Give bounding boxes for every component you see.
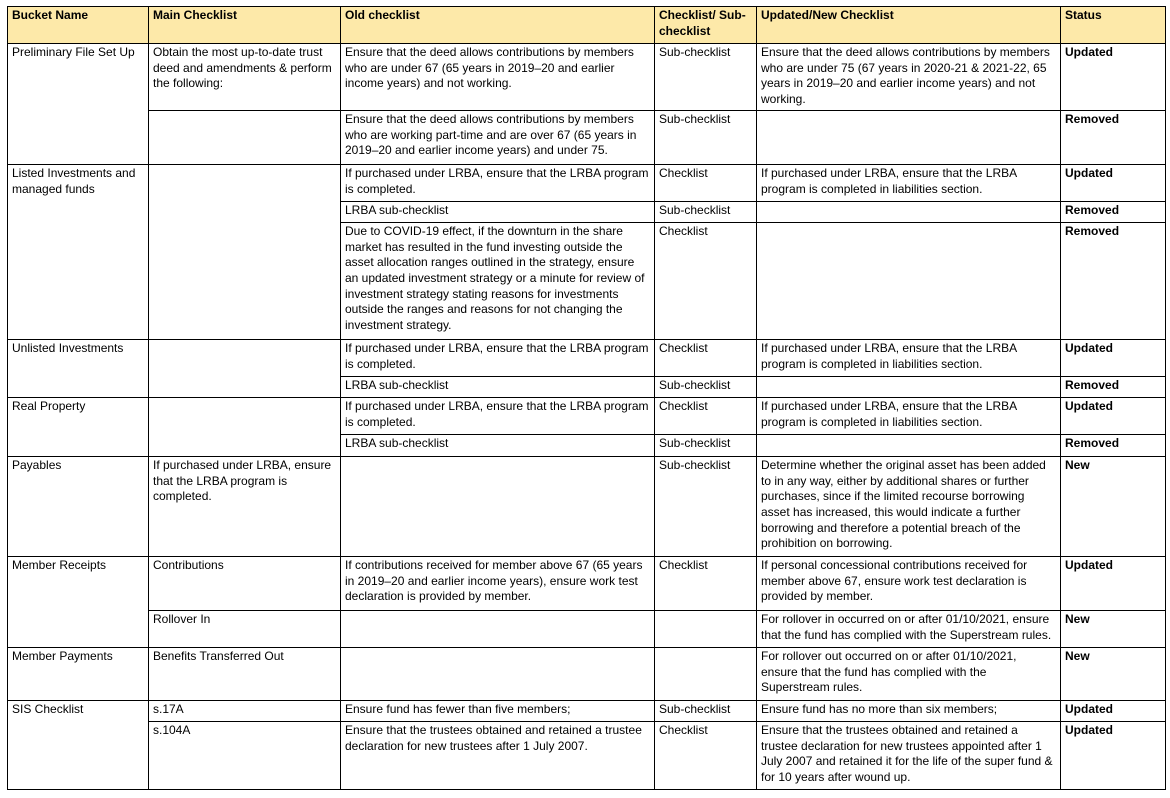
checklist-type-cell: Checklist xyxy=(655,339,757,376)
main-checklist-cell: If purchased under LRBA, ensure that the LRBA program is completed. xyxy=(149,456,341,556)
header-old-checklist: Old checklist xyxy=(341,7,655,44)
status-badge: Updated xyxy=(1061,339,1166,376)
status-badge: Removed xyxy=(1061,434,1166,456)
updated-checklist-cell: If purchased under LRBA, ensure that the LRBA program is completed in liabilities section. xyxy=(757,339,1061,376)
status-badge: Updated xyxy=(1061,700,1166,721)
header-row xyxy=(8,7,1166,44)
old-checklist-cell: If purchased under LRBA, ensure that the LRBA program is completed. xyxy=(341,397,655,434)
bucket-cell: Member Payments xyxy=(8,647,149,700)
old-checklist-cell: LRBA sub-checklist xyxy=(341,201,655,222)
main-checklist-cell: Benefits Transferred Out xyxy=(149,647,341,700)
old-checklist-cell: Ensure that the deed allows contributions by members who are under 67 (65 years in 2019–20 and earlier income years) and not working. xyxy=(341,44,655,111)
status-badge: Updated xyxy=(1061,164,1166,201)
table-row xyxy=(8,339,1166,376)
updated-checklist-cell xyxy=(757,201,1061,222)
table-row xyxy=(8,44,1166,111)
status-badge: Removed xyxy=(1061,222,1166,339)
header-status: Status xyxy=(1061,7,1166,44)
main-checklist-cell xyxy=(149,110,341,164)
updated-checklist-cell: If purchased under LRBA, ensure that the LRBA program is completed in liabilities section. xyxy=(757,164,1061,201)
old-checklist-cell: If purchased under LRBA, ensure that the LRBA program is completed. xyxy=(341,164,655,201)
status-badge: Updated xyxy=(1061,397,1166,434)
status-badge: Updated xyxy=(1061,556,1166,610)
old-checklist-cell xyxy=(341,610,655,647)
header-updated-checklist: Updated/New Checklist xyxy=(757,7,1061,44)
updated-checklist-cell: If purchased under LRBA, ensure that the LRBA program is completed in liabilities section. xyxy=(757,397,1061,434)
main-checklist-cell xyxy=(149,339,341,397)
bucket-cell: Member Receipts xyxy=(8,556,149,647)
old-checklist-cell: If purchased under LRBA, ensure that the LRBA program is completed. xyxy=(341,339,655,376)
updated-checklist-cell: Ensure that the deed allows contributions by members who are under 75 (67 years in 2020-21 & 2021-22, 65 years in 2019–20 and earlier income years) and not working. xyxy=(757,44,1061,111)
checklist-type-cell: Sub-checklist xyxy=(655,376,757,397)
checklist-type-cell: Sub-checklist xyxy=(655,44,757,111)
main-checklist-cell: s.17A xyxy=(149,700,341,721)
checklist-type-cell xyxy=(655,610,757,647)
bucket-cell: Payables xyxy=(8,456,149,556)
main-checklist-cell: Rollover In xyxy=(149,610,341,647)
table-row xyxy=(8,110,1166,164)
checklist-type-cell: Checklist xyxy=(655,721,757,789)
old-checklist-cell xyxy=(341,647,655,700)
header-main-checklist: Main Checklist xyxy=(149,7,341,44)
header-bucket-name: Bucket Name xyxy=(8,7,149,44)
old-checklist-cell: LRBA sub-checklist xyxy=(341,434,655,456)
updated-checklist-cell: For rollover out occurred on or after 01/10/2021, ensure that the fund has complied with the Superstream rules. xyxy=(757,647,1061,700)
old-checklist-cell: Ensure fund has fewer than five members; xyxy=(341,700,655,721)
checklist-type-cell: Sub-checklist xyxy=(655,201,757,222)
old-checklist-cell: Ensure that the trustees obtained and retained a trustee declaration for new trustees after 1 July 2007. xyxy=(341,721,655,789)
checklist-table xyxy=(7,6,1166,790)
table-row xyxy=(8,647,1166,700)
main-checklist-cell: Obtain the most up-to-date trust deed and amendments & perform the following: xyxy=(149,44,341,111)
main-checklist-cell xyxy=(149,164,341,339)
status-badge: New xyxy=(1061,456,1166,556)
main-checklist-cell: Contributions xyxy=(149,556,341,610)
updated-checklist-cell xyxy=(757,110,1061,164)
bucket-cell: Unlisted Investments xyxy=(8,339,149,397)
status-badge: Updated xyxy=(1061,44,1166,111)
header-checklist-type: Checklist/ Sub-checklist xyxy=(655,7,757,44)
updated-checklist-cell: Ensure fund has no more than six members; xyxy=(757,700,1061,721)
bucket-cell: Real Property xyxy=(8,397,149,456)
old-checklist-cell xyxy=(341,456,655,556)
checklist-type-cell: Sub-checklist xyxy=(655,456,757,556)
old-checklist-cell: Due to COVID-19 effect, if the downturn in the share market has resulted in the fund investing outside the asset allocation ranges outlined in the strategy, ensure an updated investment strategy or a minute for review of investment strategy stating reasons for investments outside the ranges and reasons for not changing the investment strategy. xyxy=(341,222,655,339)
checklist-type-cell xyxy=(655,647,757,700)
checklist-type-cell: Checklist xyxy=(655,164,757,201)
table-row xyxy=(8,164,1166,201)
bucket-cell: Preliminary File Set Up xyxy=(8,44,149,165)
checklist-type-cell: Checklist xyxy=(655,397,757,434)
status-badge: New xyxy=(1061,647,1166,700)
table-row xyxy=(8,610,1166,647)
checklist-type-cell: Sub-checklist xyxy=(655,700,757,721)
table-row xyxy=(8,700,1166,721)
checklist-type-cell: Sub-checklist xyxy=(655,110,757,164)
checklist-type-cell: Sub-checklist xyxy=(655,434,757,456)
old-checklist-cell: LRBA sub-checklist xyxy=(341,376,655,397)
updated-checklist-cell xyxy=(757,222,1061,339)
updated-checklist-cell xyxy=(757,434,1061,456)
status-badge: Updated xyxy=(1061,721,1166,789)
status-badge: Removed xyxy=(1061,110,1166,164)
status-badge: New xyxy=(1061,610,1166,647)
updated-checklist-cell: For rollover in occurred on or after 01/10/2021, ensure that the fund has complied with the Superstream rules. xyxy=(757,610,1061,647)
status-badge: Removed xyxy=(1061,201,1166,222)
bucket-cell: Listed Investments and managed funds xyxy=(8,164,149,339)
updated-checklist-cell: Determine whether the original asset has been added to in any way, either by additional shares or further purchases, since if the limited recourse borrowing asset has increased, this would indicate a further borrowing and therefore a potential breach of the prohibition on borrowing. xyxy=(757,456,1061,556)
bucket-cell: SIS Checklist xyxy=(8,700,149,789)
checklist-type-cell: Checklist xyxy=(655,556,757,610)
table-row xyxy=(8,556,1166,610)
table-row xyxy=(8,456,1166,556)
old-checklist-cell: If contributions received for member above 67 (65 years in 2019–20 and earlier income years), ensure work test declaration is provided by member. xyxy=(341,556,655,610)
status-badge: Removed xyxy=(1061,376,1166,397)
updated-checklist-cell: If personal concessional contributions received for member above 67, ensure work test declaration is provided by member. xyxy=(757,556,1061,610)
checklist-type-cell: Checklist xyxy=(655,222,757,339)
table-row xyxy=(8,721,1166,789)
main-checklist-cell xyxy=(149,397,341,456)
table-row xyxy=(8,397,1166,434)
old-checklist-cell: Ensure that the deed allows contributions by members who are working part-time and are over 67 (65 years in 2019–20 and earlier income years) and under 75. xyxy=(341,110,655,164)
updated-checklist-cell xyxy=(757,376,1061,397)
main-checklist-cell: s.104A xyxy=(149,721,341,789)
updated-checklist-cell: Ensure that the trustees obtained and retained a trustee declaration for new trustees appointed after 1 July 2007 and retained it for the life of the super fund & for 10 years after wound up. xyxy=(757,721,1061,789)
